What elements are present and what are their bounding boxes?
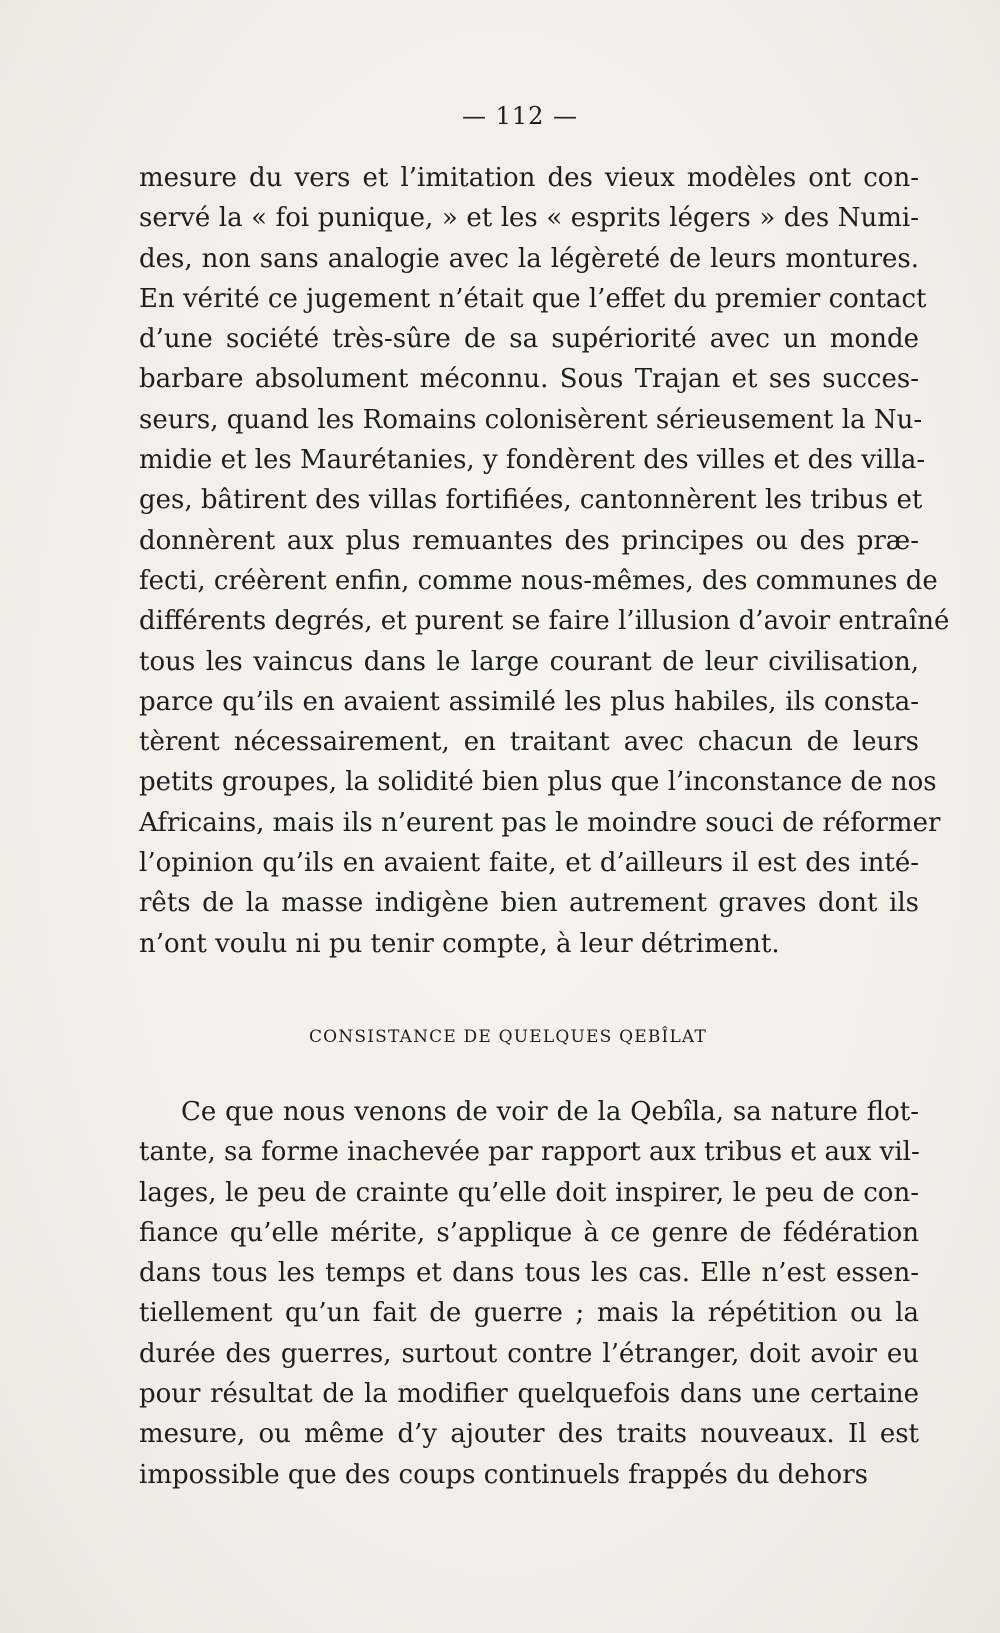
text-line: n’ont voulu ni pu tenir compte, à leur détriment.	[139, 928, 780, 959]
text-line: tous les vaincus dans le large courant de leur civilisation,	[139, 646, 919, 677]
text-line: durée des guerres, surtout contre l’étranger, doit avoir eu	[139, 1338, 919, 1369]
text-line: lages, le peu de crainte qu’elle doit inspirer, le peu de con-	[139, 1177, 919, 1208]
text-line: barbare absolument méconnu. Sous Trajan et ses succes-	[139, 364, 919, 395]
text-line: ges, bâtirent des villas fortifiées, cantonnèrent les tribus et	[139, 485, 923, 516]
text-line: impossible que des coups continuels frappés du dehors	[139, 1459, 868, 1490]
page-number: — 112 —	[461, 102, 579, 130]
paragraph-2	[139, 1092, 919, 1495]
text-line: seurs, quand les Romains colonisèrent sérieusement la Nu-	[139, 404, 923, 435]
text-line: tiellement qu’un fait de guerre ; mais la répétition ou la	[139, 1298, 919, 1329]
text-line: rêts de la masse indigène bien autrement graves dont ils	[139, 888, 919, 919]
text-line: petits groupes, la solidité bien plus que l’inconstance de nos	[139, 767, 937, 798]
text-line: l’opinion qu’ils en avaient faite, et d’ailleurs il est des inté-	[139, 848, 919, 879]
text-line: pour résultat de la modifier quelquefois dans une certaine	[139, 1379, 919, 1410]
text-line: tèrent nécessairement, en traitant avec chacun de leurs	[139, 727, 919, 758]
text-line: mesure du vers et l’imitation des vieux modèles ont con-	[139, 163, 919, 193]
text-line: fecti, créèrent enfin, comme nous-mêmes, des communes de	[139, 565, 938, 596]
section-heading: CONSISTANCE DE QUELQUES QEBÎLAT	[308, 1027, 708, 1047]
text-line: fiance qu’elle mérite, s’applique à ce genre de fédération	[139, 1217, 919, 1248]
text-line: Africains, mais ils n’eurent pas le moindre souci de réformer	[139, 807, 941, 838]
text-line: servé la « foi punique, » et les « esprits légers » des Numi-	[139, 203, 919, 234]
text-line: des, non sans analogie avec la légèreté de leurs montures.	[139, 243, 919, 274]
text-line: dans tous les temps et dans tous les cas. Elle n’est essen-	[139, 1258, 919, 1289]
text-line: parce qu’ils en avaient assimilé les plus habiles, ils consta-	[139, 686, 919, 717]
text-line: midie et les Maurétanies, y fondèrent des villes et des villa-	[139, 445, 926, 476]
text-line: tante, sa forme inachevée par rapport aux tribus et aux vil-	[139, 1137, 920, 1168]
text-line: Ce que nous venons de voir de la Qebîla, sa nature flot-	[181, 1097, 919, 1127]
text-line: mesure, ou même d’y ajouter des traits nouveaux. Il est	[139, 1419, 919, 1450]
text-line: différents degrés, et purent se faire l’illusion d’avoir entraîné	[139, 606, 950, 637]
text-line: d’une société très-sûre de sa supériorité avec un monde	[139, 324, 919, 355]
paragraph-1	[139, 158, 950, 964]
text-line: donnèrent aux plus remuantes des principes ou des præ-	[139, 525, 919, 556]
text-line: En vérité ce jugement n’était que l’effet du premier contact	[139, 283, 927, 314]
